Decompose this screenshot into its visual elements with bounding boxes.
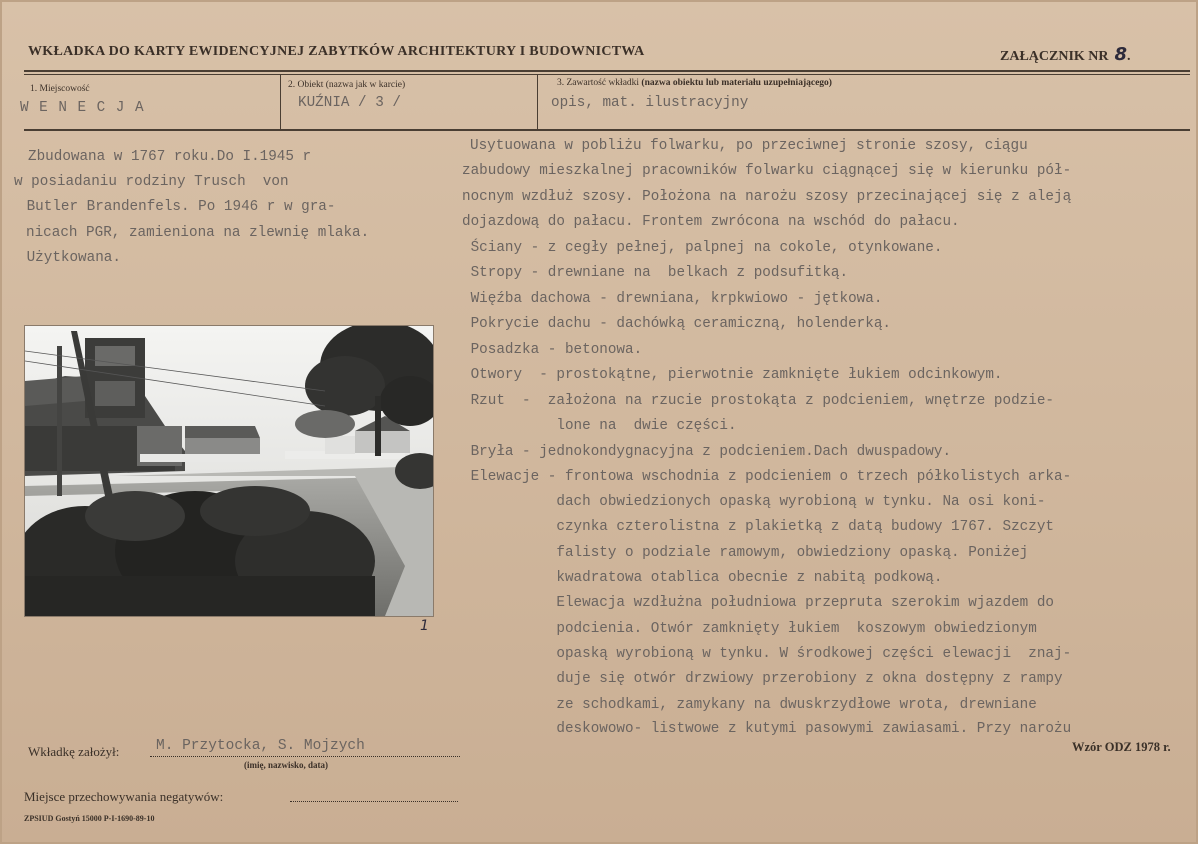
- content-label-bold: (nazwa obiektu lub materiału uzupełniającego): [641, 78, 832, 88]
- print-code: ZPSIUD Gostyń 15000 P-I-1690-89-10: [24, 814, 155, 823]
- author-value: M. Przytocka, S. Mojzych: [156, 738, 365, 754]
- description-line: dojazdową do pałacu. Frontem zwrócona na wschód do pałacu.: [462, 214, 960, 230]
- field-divider-1: [280, 74, 281, 130]
- annex-number: 8: [1114, 44, 1128, 65]
- description-line: falisty o podziale ramowym, obwiedziony opaską. Poniżej: [462, 545, 1029, 561]
- history-line: Butler Brandenfels. Po 1946 r w gra-: [18, 199, 336, 215]
- history-line: Zbudowana w 1767 roku.Do I.1945 r: [28, 149, 312, 165]
- negatives-line: [290, 801, 458, 802]
- description-line: Usytuowana w pobliżu folwarku, po przeciwnej stronie szosy, ciągu: [470, 138, 1028, 154]
- locality-label: 1. Miejscowość: [30, 84, 90, 94]
- author-line: [150, 756, 460, 757]
- description-line: czynka czterolistna z plakietką z datą budowy 1767. Szczyt: [462, 519, 1054, 535]
- description-line: kwadratowa otablica obecnie z nabitą podkową.: [462, 570, 943, 586]
- description-line: Elewacja wzdłużna południowa przepruta szerokim wjazdem do: [462, 595, 1054, 611]
- description-line: Otwory - prostokątne, pierwotnie zamknięte łukiem odcinkowym.: [462, 367, 1003, 383]
- annex-dot: .: [1127, 49, 1131, 64]
- content-label: [557, 78, 832, 88]
- description-line: Bryła - jednokondygnacyjna z podcieniem.Dach dwuspadowy.: [462, 444, 952, 460]
- description-line: duje się otwór drzwiowy przerobiony z okna dostępny z rampy: [462, 671, 1063, 687]
- card-title: WKŁADKA DO KARTY EWIDENCYJNEJ ZABYTKÓW ARCHITEKTURY I BUDOWNICTWA: [28, 44, 645, 59]
- header-rule-thin: [24, 74, 1190, 75]
- description-line: nocnym wzdłuż szosy. Położona na narożu szosy przecinającej się z aleją: [462, 189, 1072, 205]
- object-label: 2. Obiekt (nazwa jak w karcie): [288, 80, 406, 90]
- description-line: Więźba dachowa - drewniana, krpkwiowo - jętkowa.: [462, 291, 883, 307]
- content-label-prefix: 3. Zawartość wkładki: [557, 78, 640, 88]
- author-hint: (imię, nazwisko, data): [244, 760, 328, 770]
- history-line: nicach PGR, zamieniona na zlewnię mlaka.: [26, 225, 370, 241]
- photo-number: 1: [420, 618, 429, 634]
- description-line: Posadzka - betonowa.: [462, 342, 643, 358]
- object-value: KUŹNIA / 3 /: [298, 95, 401, 111]
- description-line: dach obwiedzionych opaską wyrobioną w tynku. Na osi koni-: [462, 494, 1046, 510]
- description-line: opaską wyrobioną w tynku. W środkowej części elewacji znaj-: [462, 646, 1072, 662]
- description-line: Rzut - założona na rzucie prostokąta z podcieniem, wnętrze podzie-: [462, 393, 1054, 409]
- content-value: opis, mat. ilustracyjny: [551, 95, 749, 111]
- description-line: Elewacje - frontowa wschodnia z podcieniem o trzech półkolistych arka-: [462, 469, 1072, 485]
- author-label: Wkładkę założył:: [28, 744, 120, 759]
- negatives-label: Miejsce przechowywania negatywów:: [24, 789, 224, 804]
- building-photo: [24, 325, 434, 617]
- description-line: ze schodkami, zamykany na dwuskrzydłowe wrota, drewniane: [462, 697, 1037, 713]
- description-line: Ściany - z cegły pełnej, palpnej na cokole, otynkowane.: [462, 240, 943, 256]
- field-divider-2: [537, 74, 538, 130]
- locality-value: W E N E C J A: [20, 100, 145, 116]
- form-model: Wzór ODZ 1978 r.: [1072, 740, 1171, 754]
- description-line: deskowowo- listwowe z kutymi pasowymi zawiasami. Przy narożu: [462, 721, 1072, 737]
- history-line: Użytkowana.: [18, 250, 121, 266]
- fields-rule: [24, 129, 1190, 131]
- annex-label-text: ZAŁĄCZNIK NR: [1000, 49, 1109, 64]
- description-line: Pokrycie dachu - dachówką ceramiczną, holenderką.: [462, 316, 891, 332]
- history-line: w posiadaniu rodziny Trusch von: [14, 174, 289, 190]
- description-line: Stropy - drewniane na belkach z podsufitką.: [462, 265, 849, 281]
- description-line: zabudowy mieszkalnej pracowników folwarku ciągnącej się w kierunku pół-: [462, 163, 1072, 179]
- header-rule: [24, 70, 1190, 72]
- description-line: lone na dwie części.: [462, 418, 737, 434]
- description-line: podcienia. Otwór zamknięty łukiem koszowym obwiedzionym: [462, 621, 1037, 637]
- annex-label: [1000, 44, 1131, 65]
